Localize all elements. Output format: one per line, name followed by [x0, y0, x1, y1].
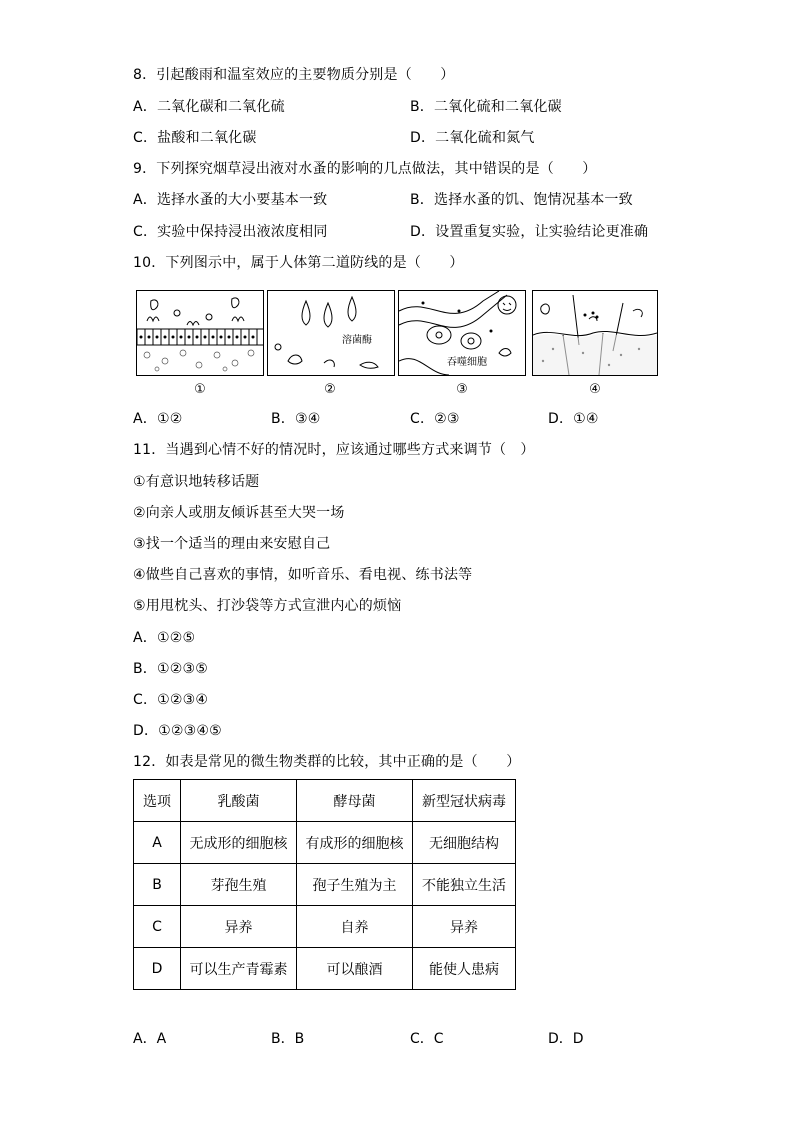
q11-item-4: ④做些自己喜欢的事情，如听音乐、看电视、练书法等 [133, 567, 473, 583]
figure-3-phagocyte [398, 290, 526, 376]
lysozyme-label: 溶菌酶 [342, 335, 372, 346]
q11-item-3: ③找一个适当的理由来安慰自己 [133, 536, 331, 552]
q11-stem: 11．当遇到心情不好的情况时，应该通过哪些方式来调节（ ） [133, 442, 535, 458]
table-header-row [134, 780, 516, 822]
figure-label-2: ② [324, 382, 336, 397]
q11-option-c: C．①②③④ [133, 692, 209, 708]
figure-1-epithelium [136, 290, 264, 376]
phagocyte-label: 吞噬细胞 [447, 357, 487, 368]
q12-option-a: A．A [133, 1031, 167, 1047]
table-cell: 有成形的细胞核 [297, 822, 413, 864]
q9-option-d: D．设置重复实验，让实验结论更准确 [410, 224, 649, 240]
table-cell: 异养 [181, 906, 297, 948]
figure-label-3: ③ [456, 382, 468, 397]
table-cell: B [134, 864, 181, 906]
q10-option-d: D．①④ [548, 411, 599, 427]
q9-stem: 9．下列探究烟草浸出液对水蚤的影响的几点做法，其中错误的是（ ） [133, 161, 597, 177]
figure-label-4: ④ [589, 382, 601, 397]
q12-option-c: C．C [410, 1031, 444, 1047]
table-cell: A [134, 822, 181, 864]
table-row [134, 864, 516, 906]
table-header-cell: 新型冠状病毒 [413, 780, 516, 822]
q11-option-d: D．①②③④⑤ [133, 723, 222, 739]
table-cell: 芽孢生殖 [181, 864, 297, 906]
q10-option-c: C．②③ [410, 411, 460, 427]
table-cell: 自养 [297, 906, 413, 948]
table-row [134, 906, 516, 948]
q8-option-a: A．二氧化碳和二氧化硫 [133, 99, 285, 115]
figure-2-lysozyme [267, 290, 395, 376]
table-header-cell: 酵母菌 [297, 780, 413, 822]
table-row [134, 948, 516, 990]
q10-option-a: A．①② [133, 411, 183, 427]
q10-stem: 10．下列图示中，属于人体第二道防线的是（ ） [133, 255, 464, 271]
q11-item-5: ⑤用甩枕头、打沙袋等方式宣泄内心的烦恼 [133, 598, 402, 614]
q12-option-d: D．D [548, 1031, 584, 1047]
q9-option-c: C．实验中保持浸出液浓度相同 [133, 224, 328, 240]
table-cell: 不能独立生活 [413, 864, 516, 906]
table-cell: 异养 [413, 906, 516, 948]
q10-option-b: B．③④ [271, 411, 321, 427]
table-cell: 无细胞结构 [413, 822, 516, 864]
microbe-comparison-table [133, 779, 516, 990]
q12-option-b: B．B [271, 1031, 305, 1047]
table-cell: 可以生产青霉素 [181, 948, 297, 990]
table-cell: D [134, 948, 181, 990]
q11-item-2: ②向亲人或朋友倾诉甚至大哭一场 [133, 505, 345, 521]
table-cell: 无成形的细胞核 [181, 822, 297, 864]
q9-option-b: B．选择水蚤的饥、饱情况基本一致 [410, 192, 633, 208]
figure-4-skin-inflammation [532, 290, 658, 376]
table-header-cell: 乳酸菌 [181, 780, 297, 822]
table-header-cell: 选项 [134, 780, 181, 822]
q9-option-a: A．选择水蚤的大小要基本一致 [133, 192, 328, 208]
table-cell: 能使人患病 [413, 948, 516, 990]
q12-stem: 12．如表是常见的微生物类群的比较，其中正确的是（ ） [133, 754, 521, 770]
q11-item-1: ①有意识地转移话题 [133, 474, 260, 490]
table-cell: C [134, 906, 181, 948]
q11-option-b: B．①②③⑤ [133, 661, 209, 677]
q8-option-c: C．盐酸和二氧化碳 [133, 130, 257, 146]
q8-option-b: B．二氧化硫和二氧化碳 [410, 99, 562, 115]
table-cell: 可以酿酒 [297, 948, 413, 990]
q11-option-a: A．①②⑤ [133, 630, 196, 646]
table-row [134, 822, 516, 864]
table-cell: 孢子生殖为主 [297, 864, 413, 906]
q8-stem: 8．引起酸雨和温室效应的主要物质分别是（ ） [133, 67, 455, 83]
figure-label-1: ① [194, 382, 206, 397]
q8-option-d: D．二氧化硫和氮气 [410, 130, 535, 146]
